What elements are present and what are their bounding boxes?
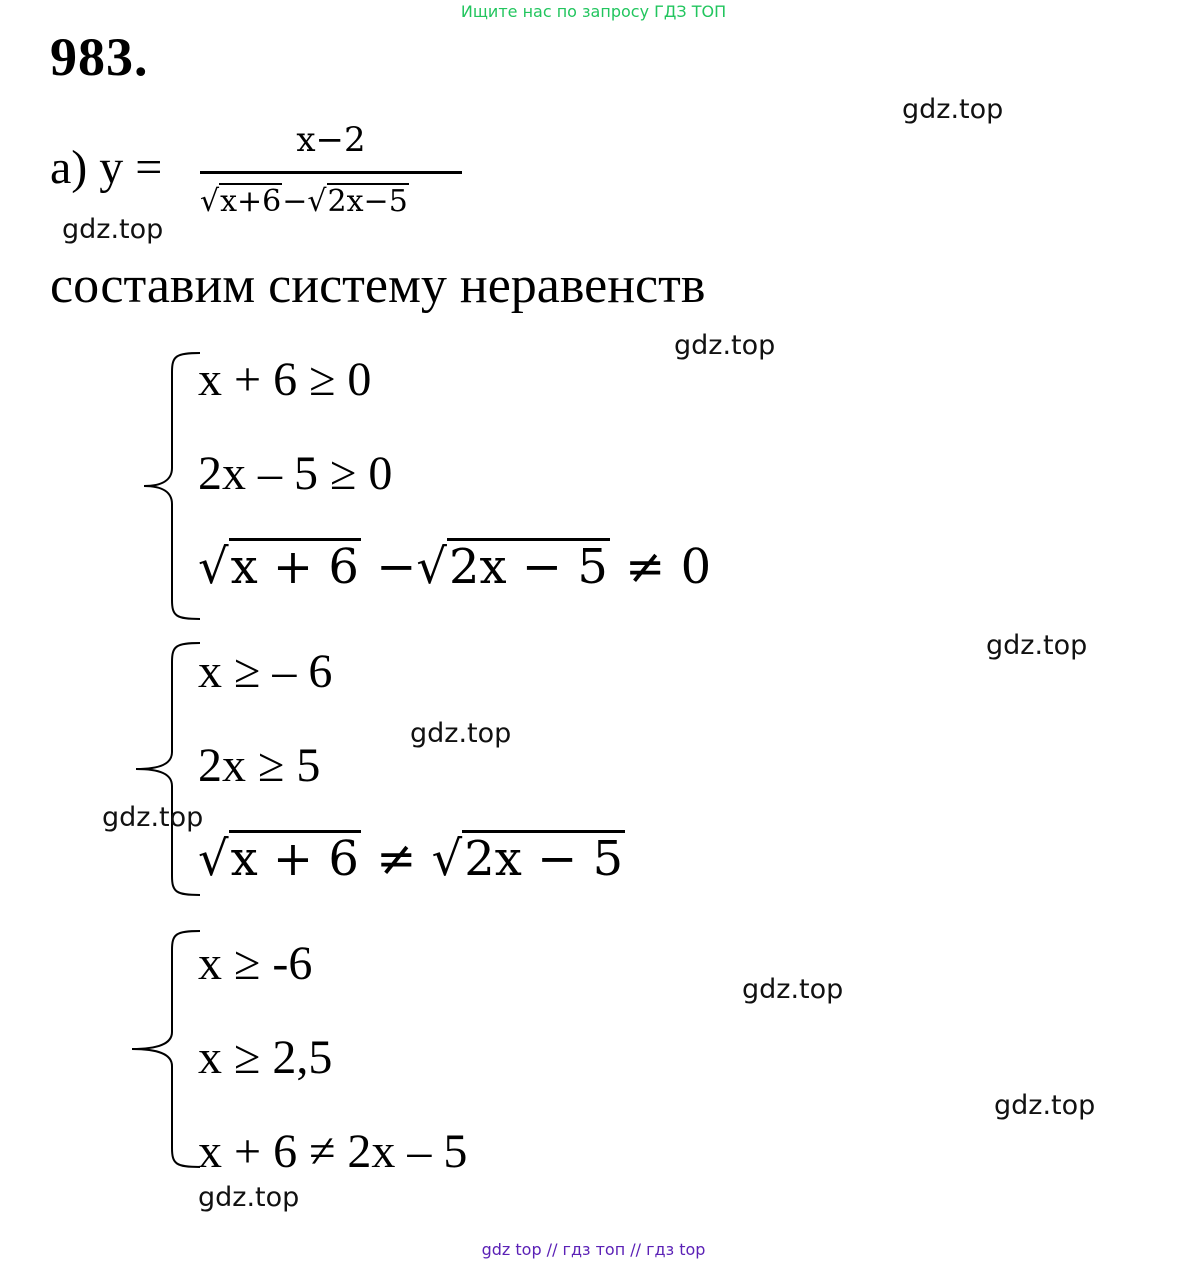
watermark: gdz.top — [742, 974, 844, 1005]
system3-line2: x ≥ 2,5 — [198, 1031, 333, 1084]
sqrt-icon: √ — [307, 184, 327, 219]
system1-line2: 2x – 5 ≥ 0 — [198, 447, 393, 500]
footer-links: gdz top // гдз топ // гдз top — [481, 1240, 706, 1259]
heading-text: составим систему неравенств — [50, 257, 706, 314]
not-equal-zero: ≠ 0 — [609, 539, 712, 595]
sqrt-icon: √ — [431, 831, 463, 887]
watermark: gdz.top — [198, 1182, 300, 1213]
fraction-bar — [200, 171, 462, 174]
curly-brace-icon — [132, 640, 208, 898]
system2-line1: x ≥ – 6 — [198, 645, 333, 698]
task-number: 983. — [50, 27, 149, 87]
fraction-numerator: x−2 — [296, 120, 366, 160]
search-banner: Ищите нас по запросу ГДЗ ТОП — [460, 2, 727, 21]
sqrt-icon: √ — [198, 831, 229, 887]
sqrt-icon: √ — [200, 184, 220, 219]
system1-line1: x + 6 ≥ 0 — [198, 353, 372, 406]
radicand: x+6 — [220, 184, 282, 219]
watermark: gdz.top — [674, 330, 776, 361]
radicand: 2x − 5 — [449, 539, 608, 595]
curly-brace-icon — [128, 928, 208, 1170]
watermark: gdz.top — [102, 802, 204, 833]
sqrt-icon: √ — [416, 539, 448, 595]
sqrt-icon: √ — [198, 539, 229, 595]
radicand: x + 6 — [230, 539, 359, 595]
system1-line3 — [198, 538, 711, 595]
radicand: 2x − 5 — [464, 831, 624, 887]
radicand: 2x−5 — [327, 184, 408, 219]
system3-line3: x + 6 ≠ 2x – 5 — [198, 1125, 468, 1178]
radicand: x + 6 — [230, 831, 359, 887]
watermark: gdz.top — [986, 630, 1088, 661]
minus-sign: − — [282, 184, 308, 219]
fraction-denominator — [200, 183, 409, 220]
system2-line2: 2x ≥ 5 — [198, 739, 321, 792]
system2-line3 — [198, 830, 625, 887]
watermark: gdz.top — [62, 214, 164, 245]
watermark: gdz.top — [994, 1090, 1096, 1121]
not-equal-sign: ≠ — [360, 831, 432, 887]
watermark: gdz.top — [410, 718, 512, 749]
system3-line1: x ≥ -6 — [198, 937, 313, 990]
minus-sign: − — [360, 539, 417, 595]
formula-lhs: а) y = — [50, 141, 163, 194]
watermark: gdz.top — [902, 94, 1004, 125]
